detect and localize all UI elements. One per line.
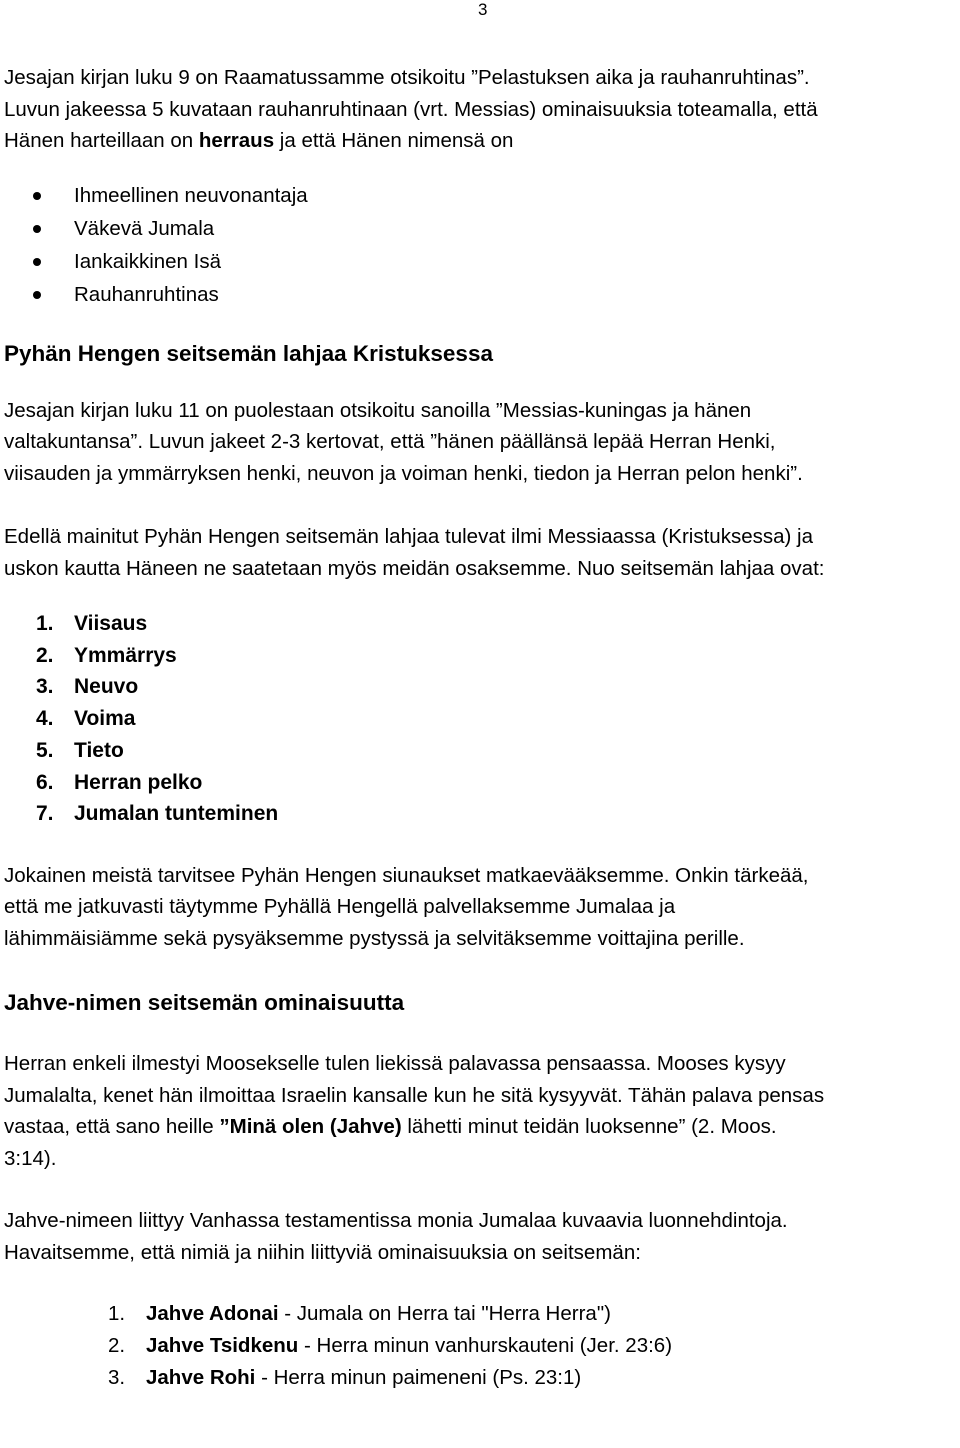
text-line: Luvun jakeessa 5 kuvataan rauhanruhtinaan (vrt. Messias) ominaisuuksia toteamalla, että	[4, 97, 818, 121]
bullet-item: Ihmeellinen neuvonantaja	[4, 179, 960, 212]
document-body	[4, 62, 960, 1394]
text-line: Havaitsemme, että nimiä ja niihin liittyviä ominaisuuksia on seitsemän:	[4, 1240, 641, 1264]
list-item: 2. Ymmärrys	[36, 643, 177, 667]
list-item: 3. Neuvo	[36, 675, 139, 699]
bullet-item: Väkevä Jumala	[4, 212, 960, 245]
list-item: 3. Jahve Rohi - Herra minun paimeneni (Ps. 23:1)	[108, 1365, 582, 1389]
text-line: lähimmäisiämme sekä pysyäksemme pystyssä ja selvitäksemme voittajina perille.	[4, 926, 745, 950]
text-line: valtakuntansa”. Luvun jakeet 2-3 kertovat, että ”hänen päällänsä lepää Herran Henki,	[4, 430, 776, 453]
list-item: 4. Voima	[36, 707, 136, 731]
text-line: viisauden ja ymmärryksen henki, neuvon ja voiman henki, tiedon ja Herran pelon henki”.	[4, 461, 803, 485]
bold-term: herraus	[198, 129, 275, 152]
text-line: Jesajan kirjan luku 9 on Raamatussamme otsikoitu ”Pelastuksen aika ja rauhanruhtinas”.	[4, 66, 810, 89]
text-line: vastaa, että sano heille ”Minä olen (Jahve) lähetti minut teidän luoksenne” (2. Moos.	[4, 1115, 777, 1139]
text-line: uskon kautta Häneen ne saatetaan myös meidän osaksemme. Nuo seitsemän lahjaa ovat:	[4, 556, 825, 580]
paragraph	[4, 395, 960, 490]
paragraph	[4, 521, 960, 584]
paragraph	[4, 1205, 960, 1268]
bold-quote: ”Minä olen (Jahve)	[219, 1115, 402, 1139]
list-item: 6. Herran pelko	[36, 770, 203, 794]
paragraph	[4, 860, 960, 955]
bullet-item: Rauhanruhtinas	[4, 278, 960, 311]
list-item: 1. Viisaus	[36, 612, 148, 635]
text-line: Jumalalta, kenet hän ilmoittaa Israelin kansalle kun he sitä kysyyvät. Tähän palava pensas	[4, 1083, 825, 1107]
jahve-names-list	[4, 1298, 960, 1393]
text-line: että me jatkuvasti täytymme Pyhällä Hengellä palvellaksemme Jumalaa ja	[4, 895, 676, 919]
intro-paragraph	[4, 62, 960, 157]
bullet-icon	[33, 192, 41, 200]
section-heading: Jahve-nimen seitsemän ominaisuutta	[4, 990, 405, 1016]
text-line: Jokainen meistä tarvitsee Pyhän Hengen siunaukset matkaevääksemme. Onkin tärkeää,	[4, 863, 809, 887]
section-heading: Pyhän Hengen seitsemän lahjaa Kristuksessa	[4, 340, 493, 366]
text-line: 3:14).	[4, 1146, 57, 1170]
list-item: 5. Tieto	[36, 738, 124, 762]
text-line: Herran enkeli ilmestyi Moosekselle tulen liekissä palavassa pensaassa. Mooses kysyy	[4, 1052, 786, 1076]
text-line: Edellä mainitut Pyhän Hengen seitsemän lahjaa tulevat ilmi Messiaassa (Kristuksessa) ja	[4, 525, 813, 548]
bullet-icon	[33, 225, 41, 233]
text-line: Jahve-nimeen liittyy Vanhassa testamentissa monia Jumalaa kuvaavia luonnehdintoja.	[4, 1209, 788, 1233]
gifts-numbered-list	[4, 608, 960, 830]
bullet-icon	[33, 291, 41, 299]
list-item: 7. Jumalan tunteminen	[36, 802, 279, 826]
names-bullet-list	[4, 179, 960, 311]
page-number: 3	[478, 0, 488, 19]
text-line: Jesajan kirjan luku 11 on puolestaan otsikoitu sanoilla ”Messias-kuningas ja hänen	[4, 398, 752, 422]
bullet-icon	[33, 258, 41, 266]
bullet-item: Iankaikkinen Isä	[4, 245, 960, 278]
text-line: Hänen harteillaan on herraus ja että Hänen nimensä on	[4, 129, 514, 152]
paragraph	[4, 1048, 960, 1174]
list-item: 1. Jahve Adonai - Jumala on Herra tai "Herra Herra")	[108, 1302, 611, 1326]
list-item: 2. Jahve Tsidkenu - Herra minun vanhurskauteni (Jer. 23:6)	[108, 1334, 673, 1358]
